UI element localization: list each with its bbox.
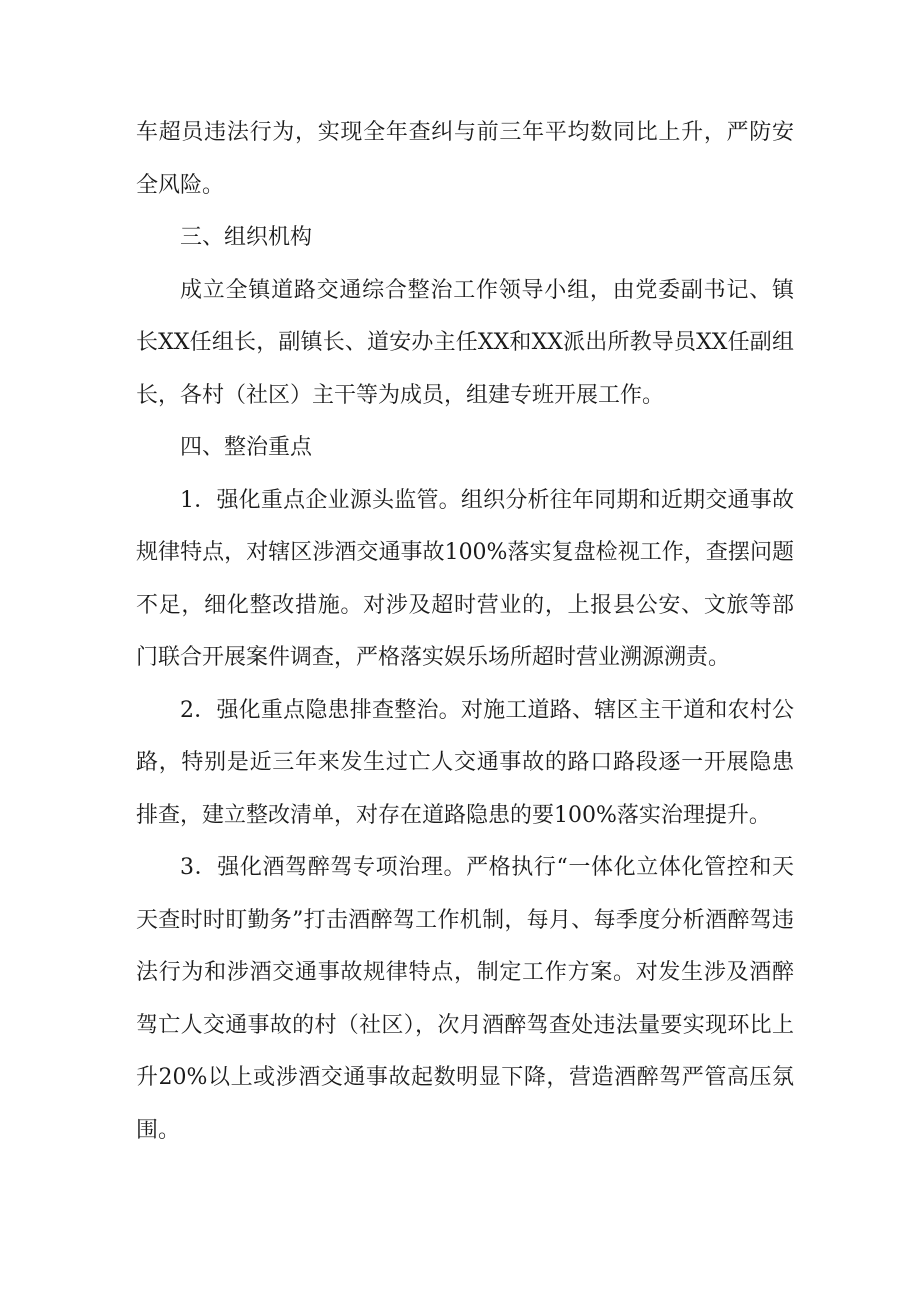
section-heading-organization: 三、组织机构 — [180, 225, 313, 250]
document-body — [136, 107, 794, 1157]
paragraph-item-1: 1．强化重点企业源头监管。组织分析往年同期和近期交通事故规律特点，对辖区涉酒交通事故100%落实复盘检视工作，查摆问题不足，细化整改措施。对涉及超时营业的，上报县公安、文旅等部门联合开展案件调查，严格落实娱乐场所超时营业溯源溯责。 — [136, 487, 794, 670]
paragraph-item-2: 2．强化重点隐患排查整治。对施工道路、辖区主干道和农村公路，特别是近三年来发生过亡人交通事故的路口路段逐一开展隐患排查，建立整改清单，对存在道路隐患的要100%落实治理提升。 — [136, 697, 794, 828]
section-heading-key-points: 四、整治重点 — [180, 435, 313, 460]
paragraph-item-3: 3．强化酒驾醉驾专项治理。严格执行“一体化立体化管控和天天查时时盯勤务”打击酒醉驾工作机制，每月、每季度分析酒醉驾违法行为和涉酒交通事故规律特点，制定工作方案。对发生涉及酒醉驾亡人交通事故的村（社区），次月酒醉驾查处违法量要实现环比上升20%以上或涉酒交通事故起数明显下降，营造酒醉驾严管高压氛围。 — [136, 855, 794, 1143]
paragraph-continuation: 车超员违法行为，实现全年查纠与前三年平均数同比上升，严防安全风险。 — [136, 120, 794, 198]
paragraph-organization: 成立全镇道路交通综合整治工作领导小组，由党委副书记、镇长XX任组长，副镇长、道安办主任XX和XX派出所教导员XX任副组长，各村（社区）主干等为成员，组建专班开展工作。 — [136, 277, 794, 408]
